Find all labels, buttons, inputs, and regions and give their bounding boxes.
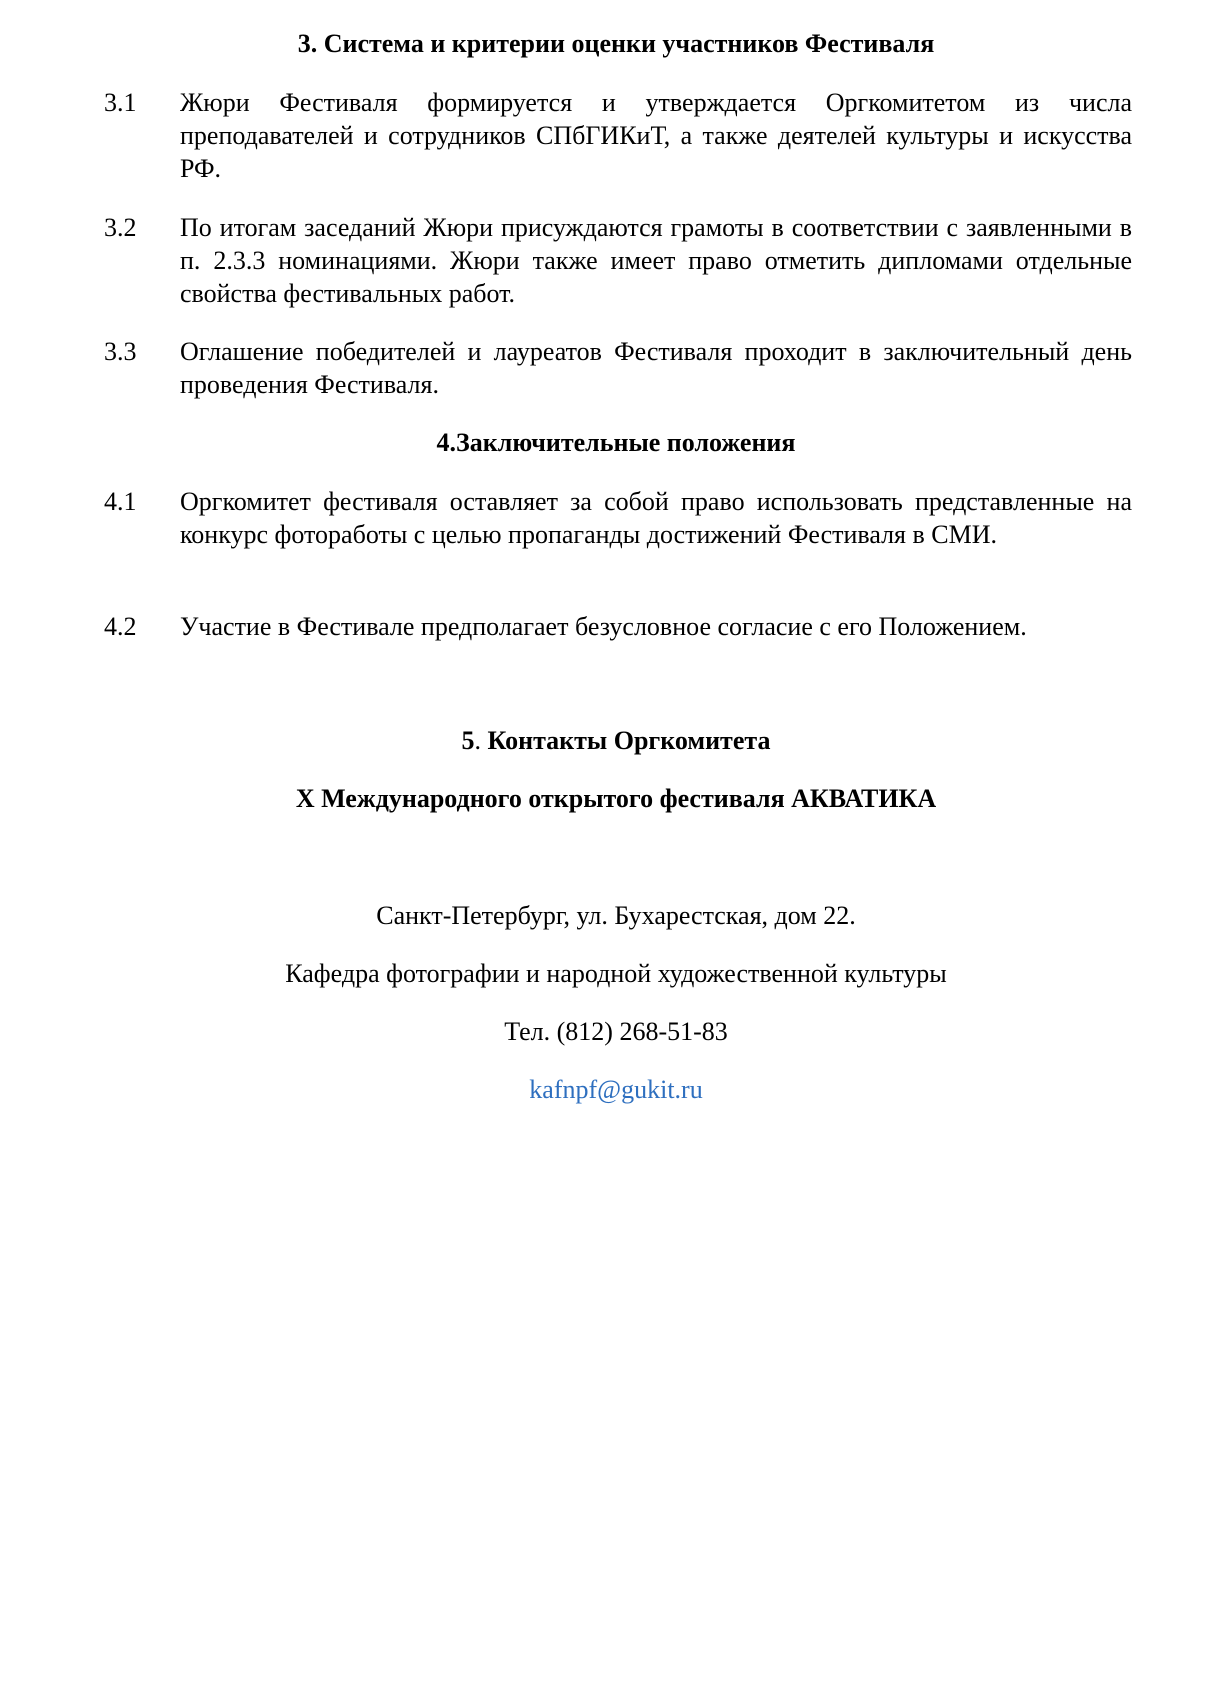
item-number: 3.1 — [104, 88, 137, 117]
section-3-heading: 3. Система и критерии оценки участников Фестиваля — [297, 29, 935, 58]
item-number: 3.3 — [104, 337, 137, 366]
email-link[interactable]: kafnpf@gukit.ru — [529, 1075, 703, 1104]
phone-line: Тел. (812) 268-51-83 — [504, 1017, 728, 1046]
section-4-heading: 4.Заключительные положения — [436, 428, 796, 457]
item-text: Участие в Фестивале предполагает безусловное согласие с его Положением. — [180, 612, 1027, 641]
item-text: Жюри Фестиваля формируется и утверждается Оргкомитетом из числа преподавателей и сотрудников СПбГИКиТ, а также деятелей культуры и искусства РФ. — [180, 88, 1132, 183]
address-line: Санкт-Петербург, ул. Бухарестская, дом 22. — [376, 901, 856, 930]
item-text: Оргкомитет фестиваля оставляет за собой право использовать представленные на конкурс фотоработы с целью пропаганды достижений Фестиваля в СМИ. — [180, 487, 1132, 549]
section-5-number: 5 — [461, 726, 475, 755]
item-text: По итогам заседаний Жюри присуждаются грамоты в соответствии с заявленными в п. 2.3.3 номинациями. Жюри также имеет право отметить дипломами отдельные свойства фестивальных работ. — [180, 213, 1132, 308]
item-text: Оглашение победителей и лауреатов Фестиваля проходит в заключительный день проведения Фестиваля. — [180, 337, 1132, 399]
email-line — [0, 1074, 1214, 1106]
section-5-heading: 5. Контакты Оргкомитета — [461, 726, 771, 755]
section-5-title: Контакты Оргкомитета — [481, 726, 771, 755]
item-number: 4.2 — [104, 612, 137, 641]
department-line: Кафедра фотографии и народной художественной культуры — [285, 959, 947, 988]
item-number: 4.1 — [104, 487, 137, 516]
festival-subtitle: X Международного открытого фестиваля АКВАТИКА — [295, 784, 937, 813]
item-number: 3.2 — [104, 213, 137, 242]
